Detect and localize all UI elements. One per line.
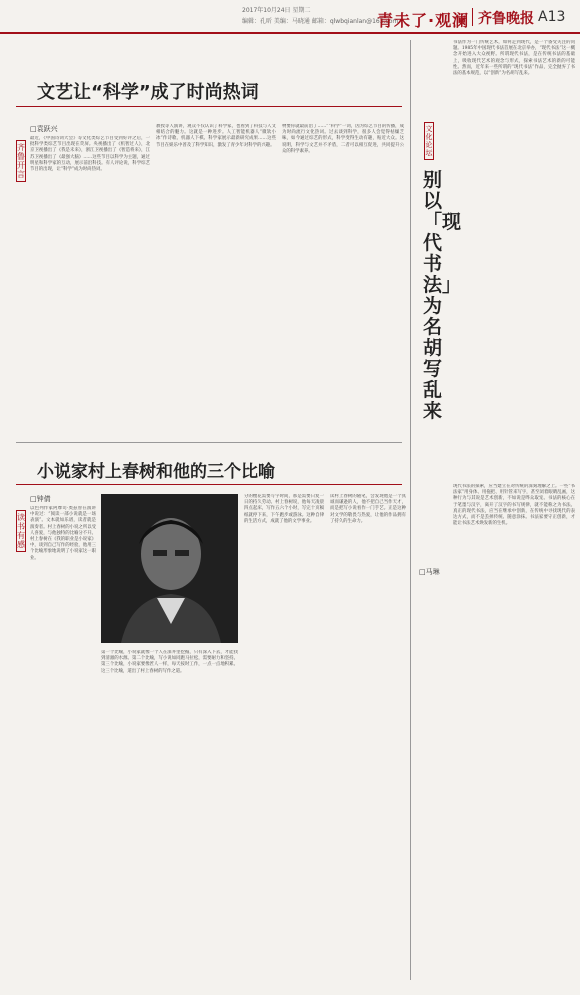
page-header [0,0,580,34]
article3-tag: 文化论坛 [424,122,434,160]
page-number: A13 [538,9,566,25]
author-photo [101,494,238,643]
article1-column-1: 最近，《中国诗词大会》等文化类综艺节目受到好评之后，一批科学类综艺节目出现在荧屏。央视播出了《机智过人》，北京卫视播出了《我是未来》，浙江卫视播出了《智造将来》，江苏卫视播出了《最强大脑》……这些节目以科学为主题，通过明星和科学家的互动，展示前沿科技。有人评论说，科学综艺节目的出现，让“科学”成为时尚热词。 [30,136,150,173]
article2-column-4: 读村上春树的随笔，会发现他是一个真诚而谦逊的人，他不把自己当作天才，而是把写小说看作一门手艺。正是这种对文学的敬畏与热爱，让他的作品拥有了持久的生命力。 [330,494,406,524]
article2-author: □钟倩 [30,495,51,503]
article3-column-2: 现代书法的探索，应当建立在对传统的深刻理解之上。一些“书法家”用身体、用拖把、用针管来写字，甚至闭着眼睛乱画，这种行为与其说是艺术创新，不如说是哗众取宠。书法的核心在于笔墨与汉字，离开了汉字的书写规律，就不能称之为书法。真正的现代书法，应当在继承中创新，在传统中寻找现代的表达方式，而不是丢掉传统、随意涂抹。书法家要守正创新，才能让书法艺术焕发新的生机。 [453,484,575,527]
article3-column-1: 书法作为一门传统艺术，如何走到现代，是一个备受关注的问题。1985年中国现代书法首展在北京举办，“现代书法”这一概念开始进入大众视野。所谓现代书法，是在传统书法的基础上，吸收现代艺术的观念与形式，探索书法艺术的新的可能性。然而，近年来一些所谓的“现代书法”作品，完全抛弃了书法的基本规范，以“创新”为名胡写乱来。 [453,40,575,77]
article1-column-2: 教授等人演讲，观众不仅认识了科学家，也看到了科技与人文相结合的魅力。这就是一种进步。人工智能机器人“微软小冰”作诗歌、机器人下棋、科学家展示最新研究成果……这些节目在娱乐中普及了科学知识，激发了青少年对科学的兴趣。 [156,124,276,148]
article1-tag: 齐鲁开言 [16,140,26,182]
newspaper-logo: 齐鲁晚报 [478,11,534,27]
article2-column-3: 分的樱花需要写字时间，那是需要日复一日的持久劳动。村上春树说，他每天凌晨四点起床，写作五六个小时，写完十页稿纸就停下来，下午跑步或游泳。这种自律的生活方式，成就了他的文学事业。 [244,494,324,524]
article1-title: 文艺让“科学”成了时尚热词 [37,82,259,103]
article2-column-1: 以色列作家阿摩司·奥兹曾在演讲中说过：“阅读一部小说就是一场表演”。文本就如乐谱，读者就是演奏者。村上春树的小说之所以受人喜爱，与他独特的比喻分不开。村上春树在《我的职业是小说家》中，谈到自己写作的经验，他用三个比喻形象地说明了小说家这一职业。 [30,506,96,561]
article1-author: □袁跃兴 [30,125,58,133]
article3-title: 别以「现代书法」为名胡写乱来 [423,169,462,422]
article1-column-3: 物要你就最前沿了……”“科学”一词，因为综艺节目的传播，成为时尚流行文化热词。过去谈到科学，很多人会觉得枯燥乏味，如今通过综艺的形式，科学变得生动有趣，贴近大众。这说明，科学与文艺并不矛盾，二者可以相互促进，共同提升公众的科学素养。 [282,124,404,154]
article2-rule [16,484,402,485]
article2-title: 小说家村上春树和他的三个比喻 [37,462,275,482]
article3-author: □马琳 [419,568,440,576]
article2-column-2: 第一个比喻，小说家就像一个人在深井里挖掘，只有深入下去，才能找到清澈的水源。第二个比喻，写小说如同跑马拉松，需要耐力和坚持。第三个比喻，小说家要像匠人一样，每天按时工作，一点一点地积累。这三个比喻，道出了村上春树的写作之道。 [101,650,238,674]
column-divider [410,40,411,980]
header-date: 2017年10月24日 星期二 [242,7,311,14]
article1-rule [16,106,402,107]
section-title: 青未了·观澜 [377,11,470,30]
header-divider [472,8,473,26]
portrait-image [101,494,238,643]
header-editors: 编辑：孔昕 美编：马晓通 邮箱：qlwbqianlan@163.com [242,18,399,25]
article-separator [16,442,402,443]
article2-tag: 读书有感 [16,510,26,552]
